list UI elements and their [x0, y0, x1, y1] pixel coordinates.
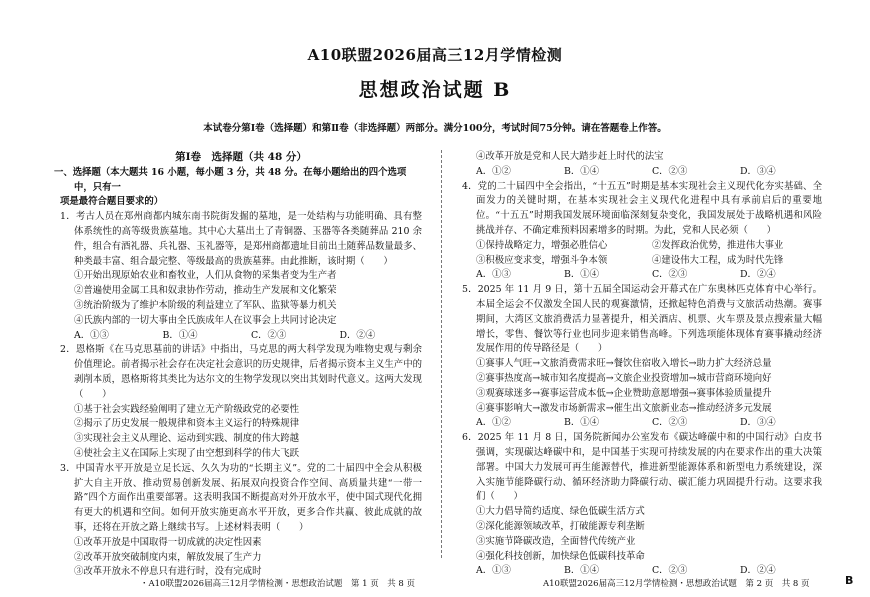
q3-answers: [462, 165, 822, 180]
exam-title: A10联盟2026届高三12月学情检测: [307, 46, 563, 64]
q1-answer-d: D．②④: [339, 329, 376, 341]
q1-option-3: ③统治阶级为了维护本阶级的利益建立了军队、监狱等暴力机关: [74, 299, 337, 311]
q4-options-row2: [462, 254, 822, 269]
q4-stem: 4．党的二十届四中全会指出，“十五五”时期是基本实现社会主义现代化夯实基础、全面发力的关键时期，在基本实现社会主义现代化进程中具有承前启后的重要地位。“十五五”时期我国发展环境面临深刻复杂变化，我国发展处于战略机遇和风险挑战并存、不确定难预料因素增多的时期。为此，党和人民必须（ ）: [462, 180, 822, 236]
q4-answer-a: A．①③: [476, 269, 511, 281]
left-column: [54, 150, 422, 580]
q4-answer-c: C．②③: [652, 269, 688, 281]
q4-answer-b: B．①④: [564, 269, 600, 281]
q5-option-4: ④赛事影响大→激发市场新需求→催生出文旅新业态→推动经济多元发展: [476, 402, 772, 414]
q3-option-1: ①改革开放是中国取得一切成就的决定性因素: [74, 536, 262, 548]
q1-option-4: ④氏族内部的一切大事由全氏族成年人在议事会上共同讨论决定: [74, 314, 337, 326]
q2-stem: 2．恩格斯《在马克思墓前的讲话》中指出，马克思的两大科学发现为唯物史观与剩余价值理论。前者揭示社会存在决定社会意识的历史规律，后者揭示资本主义生产中的剥削本质，恩格斯将其类比为达尔文的生物学发现以突出其划时代意义。这两大发现（ ）: [60, 344, 422, 400]
q1-answer-a: A．①③: [74, 329, 109, 341]
q4-option-1: ①保持战略定力，增强必胜信心: [476, 239, 608, 251]
q6-option-1: ①大力倡导简约适度、绿色低碳生活方式: [476, 506, 645, 518]
q3-option-3: ③改革开放永不停息只有进行时，没有完成时: [74, 566, 262, 578]
exam-subject-title: 思想政治试题 B: [358, 79, 512, 101]
part1-title: 第Ⅰ卷 选择题（共 48 分）: [175, 151, 307, 163]
q1-answers: [60, 329, 422, 344]
q1-option-1: ①开始出现原始农业和畜牧业，人们从食物的采集者变为生产者: [74, 270, 337, 282]
q3-stem: 3．中国青水平开放是立足长远、久久为功的“长期主义”。党的二十届四中全会从积极扩大自主开放、推动贸易创新发展、拓展双向投资合作空间、高质量共建“一带一路”四个方面作出重要部署。这表明我国不断提高对外开放水平，使中国式现代化拥有更大的机遇和空间。如何开放实施更高水平开放，更多合作共赢、彼此成就的故事，还将在开放之路上继续书写。上述材料表明（ ）: [60, 462, 422, 533]
q1-stem: 1．考古人员在郑州商都内城东南书院街发掘的墓地，是一处结构与功能明确、具有整体系统性的高等级贵族墓地。其中心大墓出土了青铜器、玉器等各类随葬品 210 余件，组合有酒礼器、兵礼器、玉礼器等，是郑州商都遗址目前出土随葬品数量最多、种类最丰富、组合最完整、等级最高的贵族墓葬。由此推断，该时期（ ）: [60, 211, 422, 267]
q3-answer-b: B．①④: [564, 165, 600, 177]
q6-option-2: ②深化能源领域改革，打破能源专利垄断: [476, 520, 645, 532]
q6-answer-c: C．②③: [652, 565, 688, 577]
right-column: [462, 150, 822, 579]
footer-left: ・A10联盟2026届高三12月学情检测・思想政治试题 第 1 页 共 8 页: [140, 579, 416, 589]
section1-heading: [54, 166, 422, 210]
q6-answer-a: A．①③: [476, 565, 511, 577]
section1-heading-line1: 一、选择题（本大题共 16 小题，每小题 3 分，共 48 分。在每小题给出的四个选项中，只有一: [54, 166, 407, 193]
paper-type-letter: B: [845, 574, 854, 587]
exam-instructions: 本试卷分第Ⅰ卷（选择题）和第Ⅱ卷（非选择题）两部分。满分100分，考试时间75分钟。请在答题卷上作答。: [203, 123, 667, 134]
q5-option-2: ②赛事热度高→城市知名度提高→文旅企业投资增加→城市营商环境向好: [476, 372, 772, 384]
q1-answer-b: B．①④: [162, 329, 198, 341]
q5-answer-b: B．①④: [564, 417, 600, 429]
q4-answer-d: D．②④: [740, 269, 776, 281]
q5-answer-c: C．②③: [652, 417, 688, 429]
q2-option-4: ④使社会主义在国际上实现了由空想到科学的伟大飞跃: [74, 447, 300, 459]
q4-option-4: ④建设伟大工程，成为时代先锋: [652, 254, 784, 266]
q5-option-1: ①赛事人气旺→文旅消费需求旺→餐饮住宿收入增长→助力扩大经济总量: [476, 358, 772, 370]
q5-stem: 5．2025 年 11 月 9 日，第十五届全国运动会开幕式在广东奥林匹克体育中心举行。本届全运会不仅激发全国人民的观赛激情，还掀起特色消费与文旅活动热潮。赛事期间，大湾区文旅消费活力显著提升，相关酒店、机票、火车票及景点搜索量大幅增长，零售、餐饮等行业也同步迎来销售高峰。下列选项能体现体育赛事撬动经济发展作用的传导路径是（ ）: [462, 284, 822, 355]
q5-answers: [462, 416, 822, 431]
q6-option-3: ③实施节降碳改造，全面替代传统产业: [476, 535, 636, 547]
q3-answer-c: C．②③: [652, 165, 688, 177]
q1-answer-c: C．②③: [251, 329, 287, 341]
column-divider: [441, 150, 442, 558]
q6-option-4: ④强化科技创新，加快绿色低碳科技革命: [476, 550, 645, 562]
q4-option-2: ②发挥政治优势，推进伟大事业: [652, 239, 784, 251]
q6-answer-d: D．②④: [740, 565, 776, 577]
q5-answer-d: D．③④: [740, 417, 776, 429]
q4-options-row1: [462, 239, 822, 254]
q6-answer-b: B．①④: [564, 565, 600, 577]
q2-option-2: ②揭示了历史发展一般规律和资本主义运行的特殊规律: [74, 418, 300, 430]
q5-answer-a: A．①②: [476, 417, 511, 429]
section1-heading-line2: 项是最符合题目要求的）: [60, 196, 164, 208]
q3-answer-a: A．①②: [476, 165, 511, 177]
q2-option-3: ③实现社会主义从理论、运动到实践、制度的伟大跨越: [74, 433, 300, 445]
q1-option-2: ②普遍使用金属工具和奴隶协作劳动，推动生产发展和文化繁荣: [74, 285, 337, 297]
q3-option-4: ④改革开放是党和人民大踏步赶上时代的法宝: [476, 151, 664, 162]
q3-answer-d: D．③④: [740, 165, 776, 177]
footer-right: A10联盟2026届高三12月学情检测・思想政治试题 第 2 页 共 8 页: [543, 579, 810, 589]
q4-option-3: ③积极应变求变，增强斗争本领: [476, 254, 608, 266]
q3-option-2: ②改革开放突破制度内束，解放发展了生产力: [74, 551, 262, 563]
q5-option-3: ③观赛球迷多→赛事运营成本低→企业赞助意愿增强→赛事体验质量提升: [476, 387, 772, 399]
q2-option-1: ①基于社会实践经验阐明了建立无产阶级政党的必要性: [74, 403, 300, 415]
q4-answers: [462, 268, 822, 283]
q6-stem: 6．2025 年 11 月 8 日，国务院新闻办公室发布《碳达峰碳中和的中国行动》白皮书强调，实现碳达峰碳中和，是中国基于实现可持续发展的内在要求作出的重大决策部署。中国大力发展可再生能源替代，推进新型能源体系和新型电力系统建设，深入实施节能降碳行动、循环经济助力降碳行动、碳汇能力巩固提升行动。这要求我们（ ）: [462, 432, 822, 503]
